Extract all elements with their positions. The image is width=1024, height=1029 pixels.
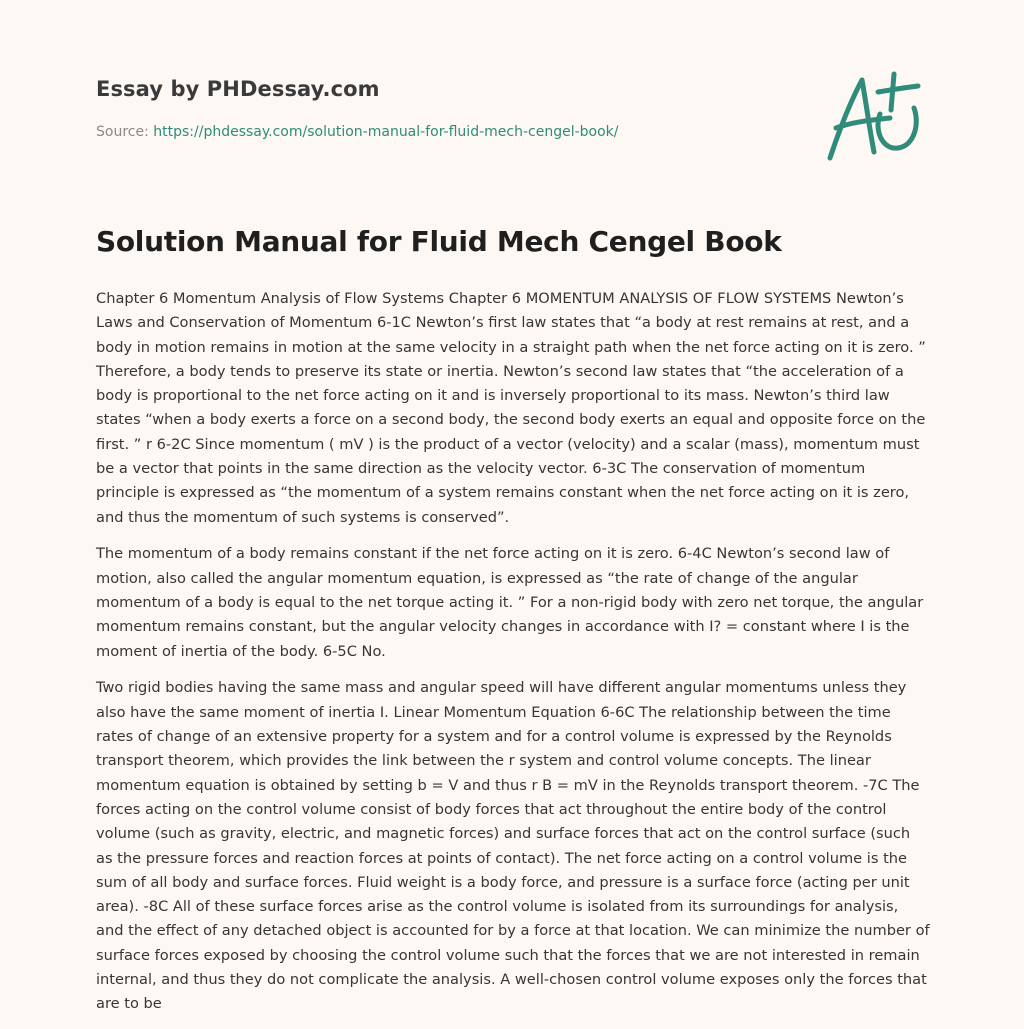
article-paragraph: Chapter 6 Momentum Analysis of Flow Systems Chapter 6 MOMENTUM ANALYSIS OF FLOW SYSTEMS Newton’s Laws and Conservation of Momentum 6-1C Newton’s first law states that “a body at rest remains at rest, and a body in motion remains in motion at the same velocity in a straight path when the net force acting on it is zero. ” Therefore, a body tends to preserve its state or inertia. Newton’s second law states that “the acceleration of a body is proportional to the net force acting on it and is inversely proportional to its mass. Newton’s third law states “when a body exerts a force on a second body, the second body exerts an equal and opposite force on the first. ” r 6-2C Since momentum ( mV ) is the product of a vector (velocity) and a scalar (mass), momentum must be a vector that points in the same direction as the velocity vector. 6-3C The conservation of momentum principle is expressed as “the momentum of a system remains constant when the net force acting on it is zero, and thus the momentum of such systems is conserved”.: [96, 290, 926, 526]
source-label: Source:: [96, 124, 154, 140]
article-body: [96, 287, 930, 1029]
site-brand[interactable]: Essay by PHDessay.com: [96, 77, 380, 101]
a-plus-grade-icon: [822, 68, 932, 164]
article-paragraph: The momentum of a body remains constant if the net force acting on it is zero. 6-4C Newton’s second law of motion, also called the angular momentum equation, is expressed as “the rate of change of the angular momentum of a body is equal to the net torque acting it. ” For a non-rigid body with zero net torque, the angular momentum remains constant, but the angular velocity changes in accordance with I? = constant where I is the moment of inertia of the body. 6-5C No.: [96, 545, 924, 660]
source-link[interactable]: https://phdessay.com/solution-manual-for-fluid-mech-cengel-book/: [153, 124, 619, 140]
source-line: [96, 124, 618, 140]
article-paragraph: Two rigid bodies having the same mass and angular speed will have different angular momentums unless they also have the same moment of inertia I. Linear Momentum Equation 6-6C The relationship between the time rates of change of an extensive property for a system and for a control volume is expressed by the Reynolds transport theorem, which provides the link between the r system and control volume concepts. The linear momentum equation is obtained by setting b = V and thus r B = mV in the Reynolds transport theorem. -7C The forces acting on the control volume consist of body forces that act throughout the entire body of the control volume (such as gravity, electric, and magnetic forces) and surface forces that act on the control surface (such as the pressure forces and reaction forces at points of contact). The net force acting on a control volume is the sum of all body and surface forces. Fluid weight is a body force, and pressure is a surface force (acting per unit area). -8C All of these surface forces arise as the control volume is isolated from its surroundings for analysis, and the effect of any detached object is accounted for by a force at that location. We can minimize the number of surface forces exposed by choosing the control volume such that the forces that we are not interested in remain internal, and thus they do not complicate the analysis. A well-chosen control volume exposes only the forces that are to be: [96, 679, 930, 1013]
page-title: Solution Manual for Fluid Mech Cengel Book: [96, 225, 782, 258]
